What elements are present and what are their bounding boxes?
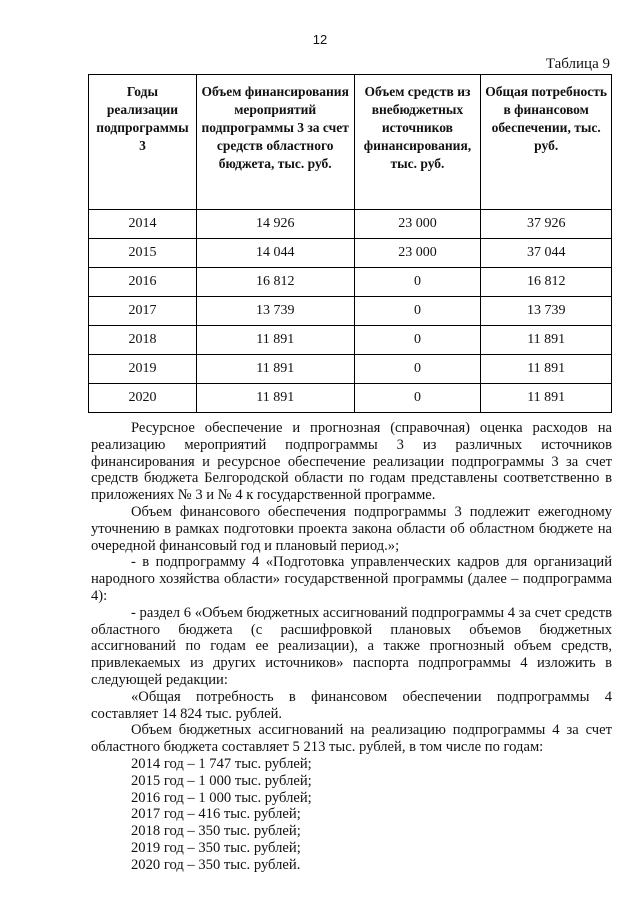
cell-regional-budget: 13 739 [196,297,354,326]
cell-year: 2017 [89,297,197,326]
paragraph-annual-update: Объем финансового обеспечения подпрограммы 3 подлежит ежегодному уточнению в рамках подготовки проекта закона области об областном бюджете на очередной финансовый год и плановый период.»; [91,503,612,554]
cell-regional-budget: 16 812 [196,268,354,297]
paragraph-resource-provision: Ресурсное обеспечение и прогнозная (справочная) оценка расходов на реализацию мероприятий подпрограммы 3 из различных источников финансирования и ресурсное обеспечение реализации подпрограммы 3 за счет средств бюджета Белгородской области по годам представлены соответственно в приложениях № 3 и № 4 к государственной программе. [91,420,612,504]
cell-regional-budget: 11 891 [196,326,354,355]
cell-year: 2019 [89,355,197,384]
cell-extrabudgetary: 23 000 [354,239,481,268]
year-line: 2015 год – 1 000 тыс. рублей; [131,772,312,789]
header-extrabudgetary: Объем средств из внебюджетных источников финансирования, тыс. руб. [354,75,481,210]
cell-regional-budget: 14 044 [196,239,354,268]
cell-extrabudgetary: 0 [354,297,481,326]
table-row [89,210,612,239]
cell-extrabudgetary: 23 000 [354,210,481,239]
cell-total: 13 739 [481,297,612,326]
table-row [89,239,612,268]
paragraph-budget-allocations: Объем бюджетных ассигнований на реализацию подпрограммы 4 за счет областного бюджета составляет 5 213 тыс. рублей, в том числе по годам: [91,722,612,756]
cell-regional-budget: 11 891 [196,355,354,384]
year-line: 2020 год – 350 тыс. рублей. [131,856,301,873]
year-line: 2017 год – 416 тыс. рублей; [131,806,301,823]
paragraph-section-6: - раздел 6 «Объем бюджетных ассигнований подпрограммы 4 за счет средств областного бюджета (с расшифровкой плановых объемов бюджетных ассигнований по годам ее реализации), а также прогнозный объем средств, привлекаемых из других источников» паспорта подпрограммы 4 изложить в следующей редакции: [91,604,612,688]
cell-total: 11 891 [481,355,612,384]
cell-extrabudgetary: 0 [354,384,481,413]
cell-total: 16 812 [481,268,612,297]
cell-year: 2016 [89,268,197,297]
table-row [89,297,612,326]
cell-regional-budget: 11 891 [196,384,354,413]
page-number: 12 [312,32,328,47]
paragraph-total-need: «Общая потребность в финансовом обеспечении подпрограммы 4 составляет 14 824 тыс. рублей. [91,688,612,722]
header-years: Годы реализации подпрограммы 3 [89,75,197,210]
financing-table [88,74,612,413]
year-line: 2019 год – 350 тыс. рублей; [131,839,301,856]
table-row [89,326,612,355]
cell-extrabudgetary: 0 [354,268,481,297]
cell-total: 11 891 [481,326,612,355]
cell-year: 2015 [89,239,197,268]
header-regional-budget: Объем финансирования мероприятий подпрограммы 3 за счет средств областного бюджета, тыс. руб. [196,75,354,210]
paragraph-subprogram-4: - в подпрограмму 4 «Подготовка управленческих кадров для организаций народного хозяйства области» государственной программы (далее – подпрограмма 4): [91,554,612,604]
cell-extrabudgetary: 0 [354,326,481,355]
cell-year: 2014 [89,210,197,239]
table-row [89,384,612,413]
cell-regional-budget: 14 926 [196,210,354,239]
year-line: 2018 год – 350 тыс. рублей; [131,823,301,840]
table-header-row [89,75,612,210]
cell-year: 2018 [89,326,197,355]
table-row [89,268,612,297]
cell-total: 37 926 [481,210,612,239]
year-line: 2016 год – 1 000 тыс. рублей; [131,789,312,806]
header-total-need: Общая потребность в финансовом обеспечении, тыс. руб. [481,75,612,210]
year-line: 2014 год – 1 747 тыс. рублей; [131,755,312,772]
document-body [91,420,612,874]
table-caption: Таблица 9 [545,56,610,72]
table-row [89,355,612,384]
cell-extrabudgetary: 0 [354,355,481,384]
cell-total: 11 891 [481,384,612,413]
cell-total: 37 044 [481,239,612,268]
cell-year: 2020 [89,384,197,413]
